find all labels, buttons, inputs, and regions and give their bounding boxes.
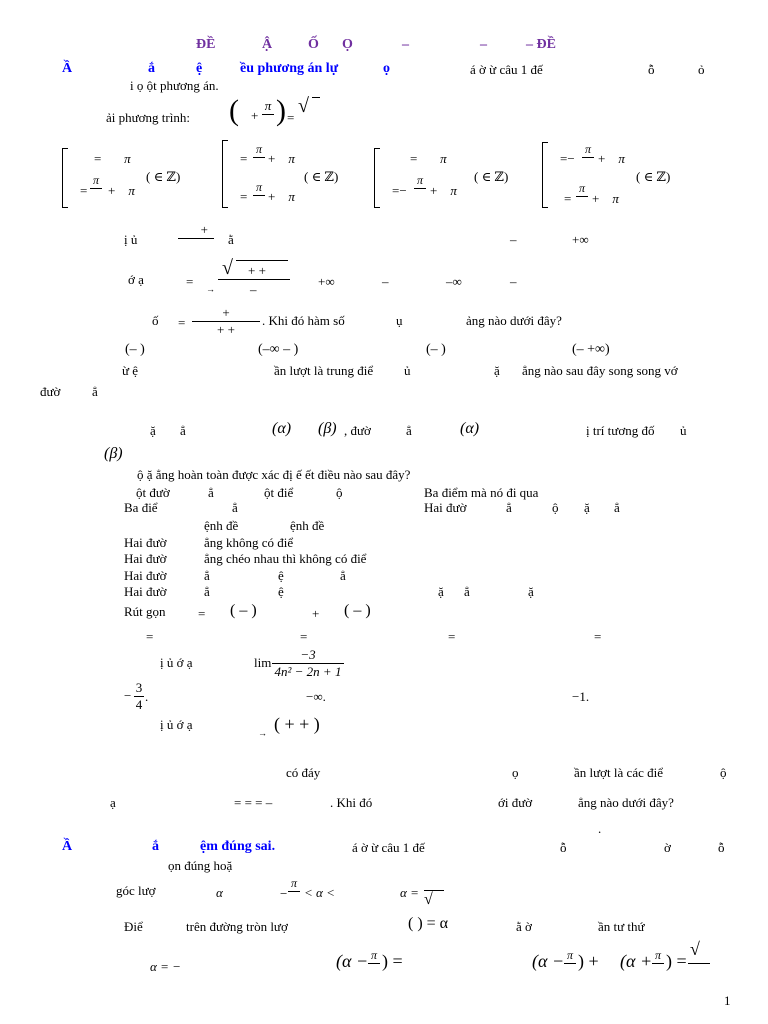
option-c-row1: = π xyxy=(410,151,447,166)
instruction-text: á ờ ừ câu 1 đế xyxy=(352,840,425,855)
radicand: + + xyxy=(248,263,266,278)
section-heading: ệm đúng sai. xyxy=(200,839,276,854)
question-text: . Khi đó hàm số xyxy=(262,313,345,328)
answer-a: ột đườ xyxy=(136,485,170,500)
question-text: ặ xyxy=(150,423,156,438)
sqrt-symbol: √ xyxy=(298,95,309,117)
sqrt-symbol: √ xyxy=(222,257,233,279)
question-text: ần tư thứ xyxy=(598,919,645,934)
question-text: Điể xyxy=(124,919,143,934)
question-text: ạ xyxy=(110,795,116,810)
question-text: ị ủ ớ ạ xyxy=(160,655,193,670)
answer-d: ẳ xyxy=(506,500,512,515)
equals-sign: = xyxy=(178,315,186,330)
title-part: Ố xyxy=(308,37,319,52)
paren-close: ) xyxy=(276,94,286,127)
answer-d: −1. xyxy=(572,689,590,704)
answer-d: ặ xyxy=(584,500,590,515)
alpha-symbol: α xyxy=(216,885,223,900)
question-text: ằ xyxy=(228,232,234,247)
title-part: – ĐỀ xyxy=(526,37,556,52)
plane-alpha: (α) xyxy=(460,420,480,437)
section-heading: ắ xyxy=(152,839,159,854)
plus-sign: + xyxy=(251,108,259,123)
option-d-row2: = xyxy=(564,191,572,206)
question-text: ị trí tương đố xyxy=(586,423,655,438)
question-text: ọ xyxy=(512,765,519,780)
question-text: ần lượt là các điể xyxy=(574,765,663,780)
question-text: ẳ xyxy=(92,384,98,399)
option-d-frac: π xyxy=(582,142,594,158)
question-text: ặ xyxy=(494,363,500,378)
question-text: ằ ờ xyxy=(516,919,532,934)
answer-a: ột điể xyxy=(264,485,294,500)
answer-a: +∞ xyxy=(318,274,335,289)
expr: ( – ) xyxy=(230,602,257,619)
expr: ( – ) xyxy=(344,602,371,619)
answer-a: ẳ xyxy=(208,485,214,500)
statement-4: ệ xyxy=(278,584,284,599)
limit-arrow: → xyxy=(258,728,267,738)
answer-a-dot: . xyxy=(145,689,149,704)
bracket-b xyxy=(222,140,228,208)
alpha-eq: α = xyxy=(400,885,419,900)
statement-3: Hai đườ xyxy=(124,568,167,583)
plane-beta: (β) xyxy=(318,420,337,437)
minus: − xyxy=(280,886,288,901)
option-c-row2b: + π xyxy=(430,183,457,198)
option-d-set: ( ∈ ℤ) xyxy=(636,169,671,184)
option-d-row2b: + π xyxy=(592,191,619,206)
question-text: ệnh đề xyxy=(204,518,239,533)
question-text: ẳ xyxy=(180,423,186,438)
statement-2: ẳng chéo nhau thì không có điể xyxy=(204,551,367,566)
section-heading: Ầ xyxy=(62,839,73,854)
fraction-line xyxy=(688,963,710,964)
instruction-text: ỗ xyxy=(560,840,567,855)
answer-d: (– +∞) xyxy=(572,342,610,357)
question-text: ớ ạ xyxy=(128,272,144,287)
question-text: có đáy xyxy=(286,765,321,780)
denominator: – xyxy=(250,282,257,297)
answer-c: −∞. xyxy=(306,689,326,704)
option-b-frac2: π xyxy=(253,180,265,196)
question-text: ảng nào dưới đây? xyxy=(466,313,562,328)
option-a-frac: π xyxy=(90,173,102,189)
bracket-a xyxy=(62,148,68,208)
answer-d: ộ xyxy=(552,500,559,515)
option-c-row2: =− xyxy=(392,183,407,198)
question-text: ủ xyxy=(404,363,411,378)
instruction-text: á ờ ừ câu 1 đế xyxy=(470,62,543,77)
limit-arrow: → xyxy=(206,284,215,294)
option-d-frac2: π xyxy=(576,181,588,197)
statement-2: Hai đườ xyxy=(124,551,167,566)
page-number: 1 xyxy=(724,993,731,1008)
question-text: ị ủ ớ ạ xyxy=(160,717,193,732)
answer-a: ộ xyxy=(336,485,343,500)
question-text: ệnh đề xyxy=(290,518,325,533)
answer-c: (– ) xyxy=(426,342,446,357)
statement-4: ẳ xyxy=(464,584,470,599)
answer-c: ẳ xyxy=(232,500,238,515)
question-text: ẳng nào sau đây song song vớ xyxy=(522,363,678,378)
fraction-pi-over: π xyxy=(262,98,274,115)
section-heading: Ầ xyxy=(62,61,73,76)
plane-beta: (β) xyxy=(104,445,123,462)
fraction: + + + xyxy=(192,305,260,338)
bracket-c xyxy=(374,148,380,208)
angle-expr: ( ) = α xyxy=(408,915,449,932)
instruction-text: ọn đúng hoặ xyxy=(168,858,233,873)
question-text: ủ xyxy=(680,423,687,438)
option-b-set: ( ∈ ℤ) xyxy=(304,169,339,184)
title-part: – xyxy=(402,37,409,52)
title-part: – xyxy=(480,37,487,52)
option-d-row1: =− xyxy=(560,151,575,166)
instruction-text: ỏ xyxy=(698,62,705,77)
statement-3: ẳ xyxy=(340,568,346,583)
sqrt-bar xyxy=(312,97,320,98)
plus-sign: + xyxy=(312,606,320,621)
title-part: Ậ xyxy=(262,37,273,52)
option-c-frac: π xyxy=(414,173,426,189)
statement-4: ẳ xyxy=(204,584,210,599)
answer-b: (–∞ – ) xyxy=(258,342,299,357)
equals-sign: = xyxy=(287,110,295,125)
option-a-row2-eq: = xyxy=(80,183,88,198)
sqrt-symbol: √ xyxy=(690,939,700,959)
answer-a-sign: − xyxy=(124,688,132,703)
answer-d: Hai đườ xyxy=(424,500,467,515)
plane-alpha: (α) xyxy=(272,420,292,437)
statement-a: α = − xyxy=(150,959,181,974)
answer-d: = xyxy=(594,629,602,644)
question-text: ừ ệ xyxy=(122,363,139,378)
question-text: ộ xyxy=(720,765,727,780)
answer-d: – xyxy=(510,274,517,289)
answer-option: – xyxy=(510,232,517,247)
instruction-text: ỗ xyxy=(648,62,655,77)
answer-c: Ba điể xyxy=(124,500,158,515)
question-text: ải phương trình: xyxy=(106,110,190,125)
option-b-row1: = xyxy=(240,151,251,166)
statement-b: (α − xyxy=(336,951,369,971)
option-b-row1b: + π xyxy=(268,151,295,166)
expr: ( + + ) xyxy=(274,714,320,734)
ratio-eq: = = = – xyxy=(234,795,273,810)
section-heading: ều phương án lự xyxy=(240,61,339,76)
inequality: < α < xyxy=(304,885,335,900)
question-text: ụ xyxy=(396,313,403,328)
section-heading: ọ xyxy=(383,61,390,76)
statement-3: ệ xyxy=(278,568,284,583)
question-text: ẳ xyxy=(406,423,412,438)
option-b-frac: π xyxy=(253,142,265,158)
option-a-row2: + π xyxy=(108,183,135,198)
fraction-line xyxy=(218,279,290,280)
statement-3: ẳ xyxy=(204,568,210,583)
question-text: , đườ xyxy=(344,423,371,438)
statement-4: ặ xyxy=(528,584,534,599)
instruction-text: ờ xyxy=(664,840,671,855)
pi-fraction: π xyxy=(368,948,380,964)
option-b-row2: = xyxy=(240,189,251,204)
paren-open: ( xyxy=(229,94,239,127)
instruction-text: ỗ xyxy=(718,840,725,855)
answer-d: ẳ xyxy=(614,500,620,515)
limit-fraction: −3 4n² − 2n + 1 xyxy=(272,647,344,680)
answer-b: = xyxy=(300,629,308,644)
question-text: ần lượt là trung điể xyxy=(274,363,374,378)
answer-c: = xyxy=(448,629,456,644)
option-a-set: ( ∈ ℤ) xyxy=(146,169,181,184)
sqrt-symbol: √ xyxy=(424,891,433,908)
section-heading: ắ xyxy=(148,61,155,76)
statement-1: ẳng không có điể xyxy=(204,535,294,550)
question-text: đườ xyxy=(40,384,61,399)
title-part: Ọ xyxy=(342,37,353,52)
statement-c: (α − xyxy=(532,951,565,971)
lim-symbol: lim xyxy=(254,655,272,670)
question-text: ẳng nào dưới đây? xyxy=(578,795,674,810)
sqrt-bar xyxy=(236,260,288,261)
question-text: ới đườ xyxy=(498,795,533,810)
answer-b: Ba điểm mà nó đi qua xyxy=(424,485,539,500)
answer-a: = xyxy=(146,629,154,644)
statement-b: ) = xyxy=(382,951,403,971)
option-b-row2b: + π xyxy=(268,189,295,204)
statement-c: ) + xyxy=(578,951,599,971)
question-text: trên đường tròn lượ xyxy=(186,919,288,934)
pi-fraction: π xyxy=(652,948,664,964)
statement-d: (α + xyxy=(620,951,653,971)
pi-fraction: π xyxy=(564,948,576,964)
punctuation: . xyxy=(598,821,602,836)
question-text: góc lượ xyxy=(116,883,156,898)
equals-sign: = xyxy=(198,606,206,621)
instruction-text: i ọ ột phương án. xyxy=(130,78,219,93)
question-text: . Khi đó xyxy=(330,795,373,810)
answer-a: (– ) xyxy=(125,342,145,357)
question-text: Rút gọn xyxy=(124,604,166,619)
question-text: ố xyxy=(152,313,159,328)
option-c-set: ( ∈ ℤ) xyxy=(474,169,509,184)
pi-fraction: π xyxy=(288,876,300,892)
fraction: + xyxy=(178,222,214,239)
section-heading: ệ xyxy=(196,61,203,76)
statement-d: ) = xyxy=(666,951,687,971)
answer-c: –∞ xyxy=(446,274,462,289)
answer-a: 3 4 xyxy=(135,680,143,712)
statement-1: Hai đườ xyxy=(124,535,167,550)
answer-b: – xyxy=(382,274,389,289)
statement-4: ặ xyxy=(438,584,444,599)
bracket-d xyxy=(542,142,548,208)
option-d-row1b: + π xyxy=(598,151,625,166)
statement-4: Hai đườ xyxy=(124,584,167,599)
equals-sign: = xyxy=(186,274,194,289)
option-a-row1: = π xyxy=(94,151,131,166)
title-part: ĐỀ xyxy=(196,37,216,52)
answer-option: +∞ xyxy=(572,232,589,247)
question-text: ị ủ xyxy=(124,232,138,247)
question-text: ộ ặ ẳng hoàn toàn được xác đị ế ết điều nào sau đây? xyxy=(137,467,411,482)
